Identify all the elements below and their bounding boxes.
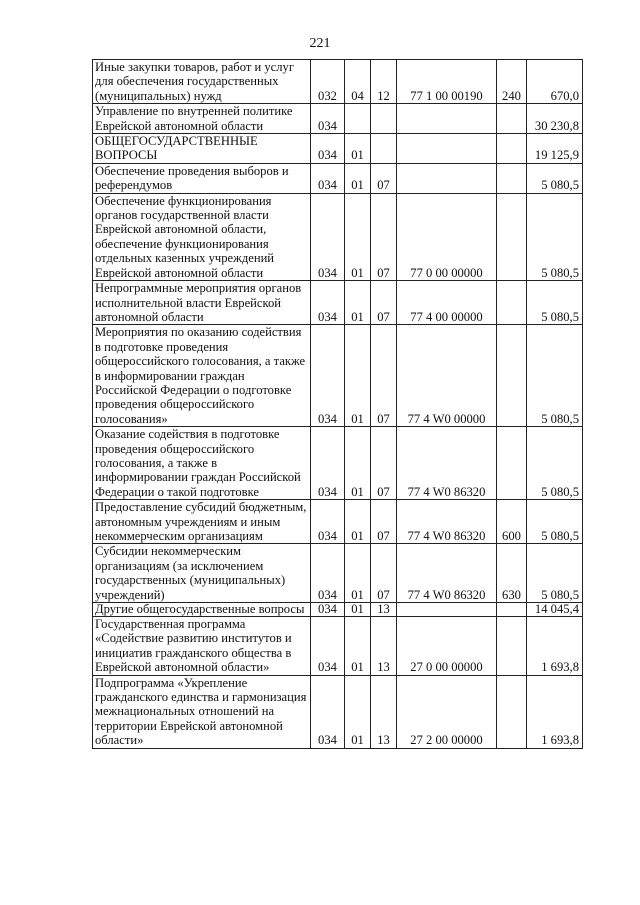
table-row <box>93 163 583 193</box>
row-ved: 034 <box>311 544 345 603</box>
table-row <box>93 325 583 427</box>
row-ved: 034 <box>311 500 345 544</box>
row-csr: 27 2 00 00000 <box>397 675 497 748</box>
row-ved: 034 <box>311 104 345 134</box>
row-csr: 77 4 00 00000 <box>397 281 497 325</box>
table-row <box>93 193 583 280</box>
row-csr <box>397 104 497 134</box>
row-rz: 01 <box>345 193 371 280</box>
row-ved: 034 <box>311 603 345 617</box>
row-rz: 01 <box>345 281 371 325</box>
row-ved: 034 <box>311 427 345 500</box>
row-sum: 5 080,5 <box>527 500 583 544</box>
row-vr <box>497 193 527 280</box>
row-pr: 12 <box>371 60 397 104</box>
row-sum: 30 230,8 <box>527 104 583 134</box>
page-number: 221 <box>309 36 331 51</box>
table-row <box>93 675 583 748</box>
row-pr: 07 <box>371 500 397 544</box>
table-row <box>93 134 583 164</box>
row-sum: 1 693,8 <box>527 675 583 748</box>
row-pr: 07 <box>371 193 397 280</box>
row-rz: 01 <box>345 603 371 617</box>
row-csr <box>397 134 497 164</box>
budget-table <box>92 59 583 749</box>
row-name: Другие общегосударственные вопросы <box>93 603 311 617</box>
row-rz: 01 <box>345 617 371 676</box>
row-csr: 77 0 00 00000 <box>397 193 497 280</box>
row-name: Субсидии некоммерческим организациям (за исключением государственных (муниципальных) учреждений) <box>93 544 311 603</box>
row-sum: 5 080,5 <box>527 544 583 603</box>
table-row <box>93 60 583 104</box>
table-row <box>93 281 583 325</box>
row-pr: 07 <box>371 325 397 427</box>
row-csr <box>397 603 497 617</box>
row-name: Обеспечение проведения выборов и референдумов <box>93 163 311 193</box>
row-csr: 77 1 00 00190 <box>397 60 497 104</box>
row-ved: 034 <box>311 325 345 427</box>
row-pr: 07 <box>371 281 397 325</box>
row-name: Иные закупки товаров, работ и услуг для обеспечения государственных (муниципальных) нужд <box>93 60 311 104</box>
row-rz: 04 <box>345 60 371 104</box>
row-vr <box>497 104 527 134</box>
row-name: Непрограммные мероприятия органов исполнительной власти Еврейской автономной области <box>93 281 311 325</box>
row-vr <box>497 427 527 500</box>
row-rz: 01 <box>345 134 371 164</box>
row-vr <box>497 603 527 617</box>
row-pr: 07 <box>371 544 397 603</box>
row-vr <box>497 134 527 164</box>
row-ved: 034 <box>311 281 345 325</box>
row-csr: 77 4 W0 00000 <box>397 325 497 427</box>
row-pr: 13 <box>371 617 397 676</box>
row-pr: 07 <box>371 427 397 500</box>
row-rz: 01 <box>345 675 371 748</box>
row-sum: 19 125,9 <box>527 134 583 164</box>
row-name: Государственная программа «Содействие развитию институтов и инициатив гражданского общества в Еврейской автономной области» <box>93 617 311 676</box>
row-name: Управление по внутренней политике Еврейской автономной области <box>93 104 311 134</box>
row-pr <box>371 104 397 134</box>
row-ved: 034 <box>311 617 345 676</box>
row-vr: 600 <box>497 500 527 544</box>
row-pr: 13 <box>371 675 397 748</box>
row-name: ОБЩЕГОСУДАРСТВЕННЫЕ ВОПРОСЫ <box>93 134 311 164</box>
row-vr <box>497 325 527 427</box>
row-rz: 01 <box>345 500 371 544</box>
table-row <box>93 500 583 544</box>
table-row <box>93 544 583 603</box>
row-rz: 01 <box>345 163 371 193</box>
row-sum: 14 045,4 <box>527 603 583 617</box>
row-vr <box>497 675 527 748</box>
row-csr: 27 0 00 00000 <box>397 617 497 676</box>
row-sum: 5 080,5 <box>527 427 583 500</box>
row-vr <box>497 617 527 676</box>
row-name: Оказание содействия в подготовке проведения общероссийского голосования, а также в информировании граждан Российской Федерации о такой подготовке <box>93 427 311 500</box>
row-ved: 034 <box>311 134 345 164</box>
table-row <box>93 603 583 617</box>
row-pr: 13 <box>371 603 397 617</box>
row-ved: 034 <box>311 193 345 280</box>
row-pr <box>371 134 397 164</box>
row-ved: 032 <box>311 60 345 104</box>
row-sum: 5 080,5 <box>527 325 583 427</box>
table-row <box>93 617 583 676</box>
row-rz: 01 <box>345 325 371 427</box>
row-sum: 5 080,5 <box>527 193 583 280</box>
row-sum: 5 080,5 <box>527 163 583 193</box>
table-row <box>93 427 583 500</box>
row-name: Обеспечение функционирования органов государственной власти Еврейской автономной области, обеспечение функционирования отдельных казенных учреждений Еврейской автономной области <box>93 193 311 280</box>
row-rz <box>345 104 371 134</box>
row-vr <box>497 163 527 193</box>
row-sum: 670,0 <box>527 60 583 104</box>
row-rz: 01 <box>345 544 371 603</box>
row-sum: 5 080,5 <box>527 281 583 325</box>
row-sum: 1 693,8 <box>527 617 583 676</box>
row-csr: 77 4 W0 86320 <box>397 427 497 500</box>
row-csr <box>397 163 497 193</box>
row-vr: 630 <box>497 544 527 603</box>
row-vr <box>497 281 527 325</box>
row-name: Подпрограмма «Укрепление гражданского единства и гармонизация межнациональных отношений на территории Еврейской автономной области» <box>93 675 311 748</box>
budget-table-body <box>93 60 583 749</box>
row-rz: 01 <box>345 427 371 500</box>
row-name: Предоставление субсидий бюджетным, автономным учреждениям и иным некоммерческим организациям <box>93 500 311 544</box>
row-vr: 240 <box>497 60 527 104</box>
row-pr: 07 <box>371 163 397 193</box>
row-ved: 034 <box>311 163 345 193</box>
table-row <box>93 104 583 134</box>
row-csr: 77 4 W0 86320 <box>397 544 497 603</box>
row-csr: 77 4 W0 86320 <box>397 500 497 544</box>
row-ved: 034 <box>311 675 345 748</box>
row-name: Мероприятия по оказанию содействия в подготовке проведения общероссийского голосования, а также в информировании граждан Российской Федерации о подготовке проведения общероссийского голосования» <box>93 325 311 427</box>
